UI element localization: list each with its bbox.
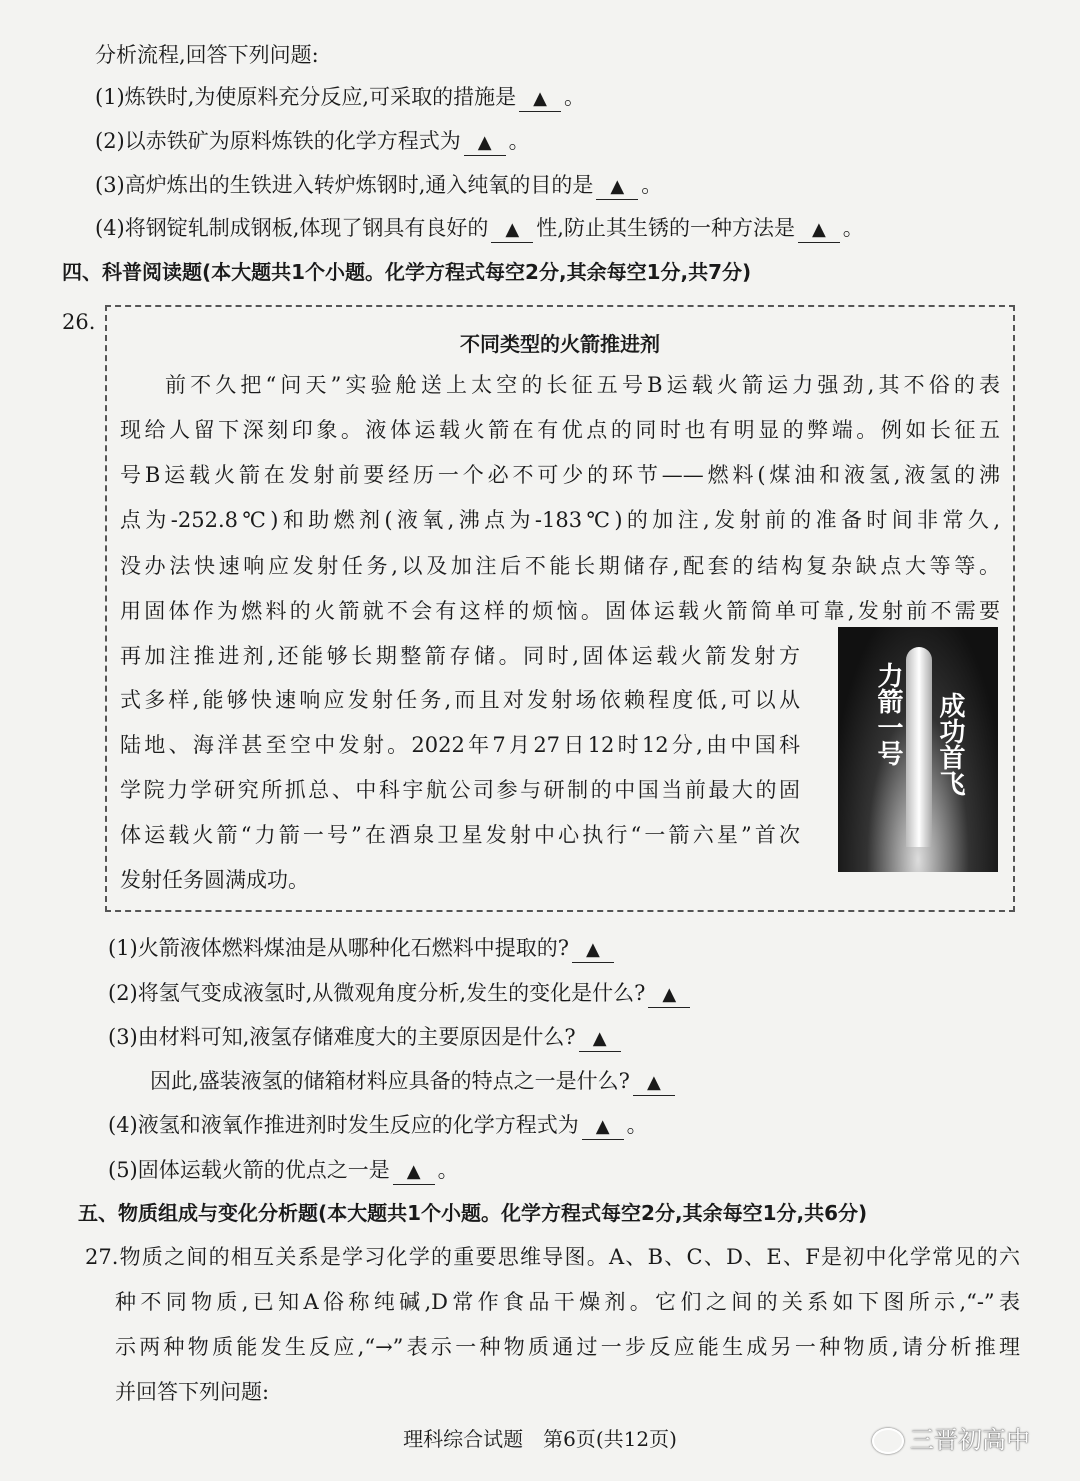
passage-line: 再加注推进剂,还能够长期整箭存储。同时,固体运载火箭发射方: [120, 644, 800, 668]
text: (1)火箭液体燃料煤油是从哪种化石燃料中提取的?: [108, 936, 570, 960]
passage-line: 现给人留下深刻印象。液体运载火箭在有优点的同时也有明显的弊端。例如长征五: [120, 418, 1000, 442]
answer-blank[interactable]: ▲: [393, 1160, 435, 1185]
watermark-text: 三晋初高中: [910, 1426, 1030, 1454]
text: (2)以赤铁矿为原料炼铁的化学方程式为: [95, 129, 461, 153]
text: (4)将钢锭轧制成钢板,体现了钢具有良好的: [95, 216, 489, 240]
answer-blank[interactable]: ▲: [491, 218, 533, 243]
text: (5)固体运载火箭的优点之一是: [108, 1158, 390, 1182]
question-item: [108, 978, 693, 1008]
question-item: [108, 1022, 624, 1052]
question-item: [95, 82, 585, 112]
passage-line: 体运载火箭“力箭一号”在酒泉卫星发射中心执行“一箭六星”首次: [120, 823, 800, 847]
question-item: [95, 170, 662, 200]
text: 。: [641, 173, 663, 197]
passage-line: 点为-252.8℃)和助燃剂(液氧,沸点为-183℃)的加注,发射前的准备时间非常久,: [120, 508, 1000, 532]
question-item: [150, 1066, 678, 1096]
text: (3)由材料可知,液氢存储难度大的主要原因是什么?: [108, 1025, 576, 1049]
answer-blank[interactable]: ▲: [572, 938, 614, 963]
watermark: [872, 1420, 1030, 1455]
section-heading: 四、科普阅读题(本大题共1个小题。化学方程式每空2分,其余每空1分,共7分): [62, 260, 752, 284]
question-number: 26.: [62, 310, 96, 334]
text: 。: [563, 85, 585, 109]
answer-blank[interactable]: ▲: [648, 983, 690, 1008]
answer-blank[interactable]: ▲: [633, 1071, 675, 1096]
poster-text-right: 成功首飞: [935, 692, 965, 796]
rocket-icon: [906, 647, 932, 847]
answer-blank[interactable]: ▲: [464, 131, 506, 156]
question-item: [108, 933, 617, 963]
text: 因此,盛装液氢的储箱材料应具备的特点之一是什么?: [150, 1069, 630, 1093]
passage-line: 陆地、海洋甚至空中发射。2022年7月27日12时12分,由中国科: [120, 733, 800, 757]
question-27-line: 27.物质之间的相互关系是学习化学的重要思维导图。A、B、C、D、E、F是初中化学常见的六: [85, 1245, 1020, 1269]
question-item: [95, 126, 530, 156]
text: (3)高炉炼出的生铁进入转炉炼钢时,通入纯氧的目的是: [95, 173, 594, 197]
passage-title: 不同类型的火箭推进剂: [460, 332, 660, 356]
passage-line: 用固体作为燃料的火箭就不会有这样的烦恼。固体运载火箭简单可靠,发射前不需要: [120, 599, 1000, 623]
text: 。: [508, 129, 530, 153]
text: 。: [842, 216, 864, 240]
answer-blank[interactable]: ▲: [798, 218, 840, 243]
page-footer: 理科综合试题 第6页(共12页): [403, 1427, 677, 1451]
passage-line: 式多样,能够快速响应发射任务,而且对发射场依赖程度低,可以从: [120, 688, 800, 712]
answer-blank[interactable]: ▲: [579, 1027, 621, 1052]
text: (1)炼铁时,为使原料充分反应,可采取的措施是: [95, 85, 517, 109]
section-heading: 五、物质组成与变化分析题(本大题共1个小题。化学方程式每空2分,其余每空1分,共6分): [78, 1201, 868, 1225]
passage-line: 发射任务圆满成功。: [120, 868, 309, 892]
text: 。: [626, 1113, 648, 1137]
question-27-line: 并回答下列问题:: [115, 1380, 270, 1404]
text: 分析流程,回答下列问题:: [95, 43, 319, 67]
question-item: [108, 1155, 459, 1185]
passage-line: 没办法快速响应发射任务,以及加注后不能长期储存,配套的结构复杂缺点大等等。: [120, 554, 1000, 578]
passage-line: 号B运载火箭在发射前要经历一个必不可少的环节——燃料(煤油和液氢,液氢的沸: [120, 463, 1000, 487]
instruction-text: [95, 40, 319, 70]
answer-blank[interactable]: ▲: [519, 87, 561, 112]
text: 性,防止其生锈的一种方法是: [536, 216, 795, 240]
answer-blank[interactable]: ▲: [596, 175, 638, 200]
poster-text-left: 力箭一号: [873, 662, 903, 766]
question-item: [95, 213, 864, 243]
answer-blank[interactable]: ▲: [582, 1115, 624, 1140]
question-item: [108, 1110, 648, 1140]
text: (4)液氢和液氧作推进剂时发生反应的化学方程式为: [108, 1113, 579, 1137]
question-27-line: 种不同物质,已知A俗称纯碱,D常作食品干燥剂。它们之间的关系如下图所示,“-”表: [115, 1290, 1020, 1314]
passage-line: 学院力学研究所抓总、中科宇航公司参与研制的中国当前最大的固: [120, 778, 800, 802]
passage-line: 前不久把“问天”实验舱送上太空的长征五号B运载火箭运力强劲,其不俗的表: [165, 373, 1000, 397]
wechat-icon: [872, 1428, 904, 1454]
text: 。: [437, 1158, 459, 1182]
question-27-line: 示两种物质能发生反应,“→”表示一种物质通过一步反应能生成另一种物质,请分析推理: [115, 1335, 1020, 1359]
text: (2)将氢气变成液氢时,从微观角度分析,发生的变化是什么?: [108, 981, 646, 1005]
rocket-poster-image: [838, 627, 998, 872]
